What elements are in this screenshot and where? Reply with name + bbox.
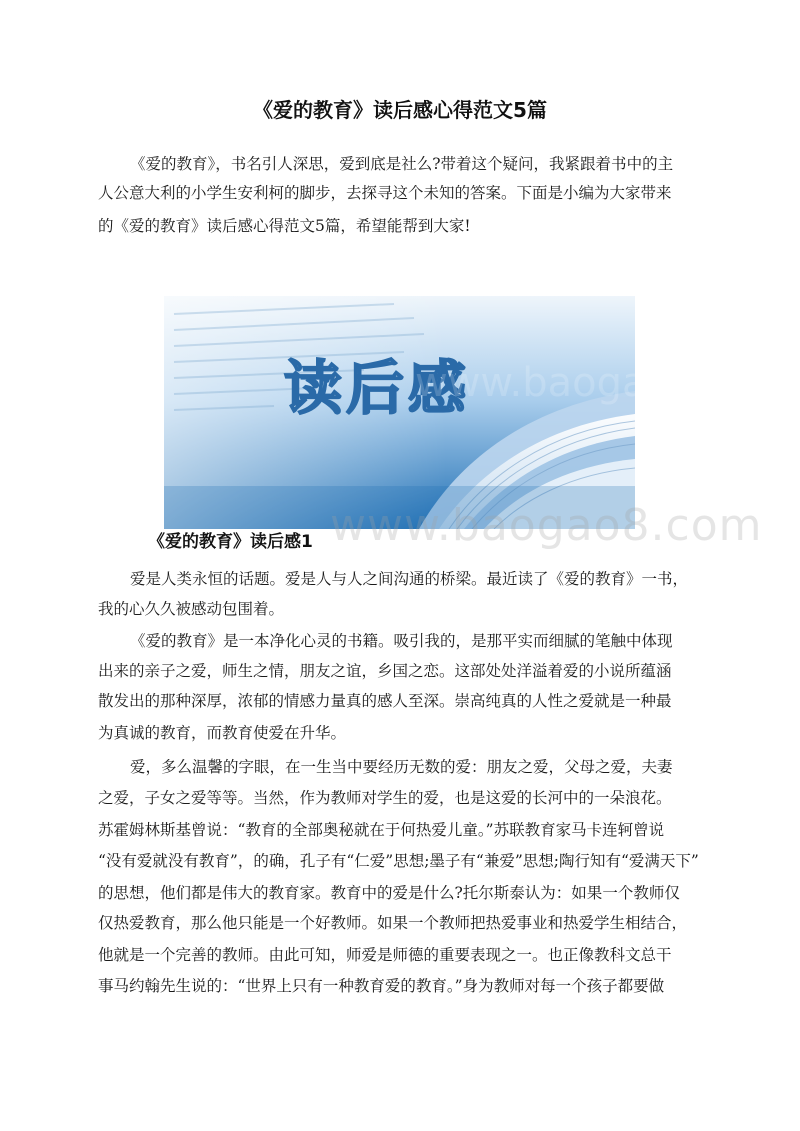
intro-line-3: 的《爱的教育》读后感心得范文5篇，希望能帮到大家! — [98, 217, 471, 235]
intro-line-2: 人公意大利的小学生安利柯的脚步，去探寻这个未知的答案。下面是小编为大家带来 — [98, 184, 672, 202]
body-line: 事马约翰先生说的：“世界上只有一种教育爱的教育。”身为教师对每一个孩子都要做 — [98, 977, 665, 995]
section-heading-1: 《爱的教育》读后感1 — [148, 532, 313, 552]
body-line: 之爱，子女之爱等等。当然，作为教师对学生的爱，也是这爱的长河中的一朵浪花。 — [98, 789, 672, 807]
body-line: “没有爱就没有教育”，的确，孔子有“仁爱”思想;墨子有“兼爱”思想;陶行知有“爱满天下” — [98, 852, 699, 870]
watermark: www.baogao8.com — [330, 500, 763, 551]
body-line: 散发出的那种深厚，浓郁的情感力量真的感人至深。崇高纯真的人性之爱就是一种最 — [98, 692, 672, 710]
body-line: 为真诚的教育，而教育使爱在升华。 — [98, 724, 347, 742]
body-line: 他就是一个完善的教师。由此可知，师爱是师德的重要表现之一。也正像教科文总干 — [98, 946, 672, 964]
body-line: 《爱的教育》是一本净化心灵的书籍。吸引我的，是那平实而细腻的笔触中体现 — [130, 632, 673, 650]
intro-line-1: 《爱的教育》，书名引人深思，爱到底是社么?带着这个疑问，我紧跟着书中的主 — [130, 155, 674, 173]
banner-title-text: 读后感 — [284, 354, 471, 422]
body-line: 爱是人类永恒的话题。爱是人与人之间沟通的桥梁。最近读了《爱的教育》一书， — [130, 570, 689, 588]
body-line: 仅热爱教育，那么他只能是一个好教师。如果一个教师把热爱事业和热爱学生相结合， — [98, 914, 688, 932]
body-line: 的思想，他们都是伟大的教育家。教育中的爱是什么?托尔斯泰认为：如果一个教师仅 — [98, 884, 680, 902]
body-line: 爱，多么温馨的字眼，在一生当中要经历无数的爱：朋友之爱，父母之爱，夫妻 — [130, 758, 673, 776]
reading-banner-image — [164, 296, 635, 529]
body-line: 出来的亲子之爱，师生之情，朋友之谊，乡国之恋。这部处处洋溢着爱的小说所蕴涵 — [98, 662, 672, 680]
body-line: 我的心久久被感动包围着。 — [98, 600, 285, 618]
page-title: 《爱的教育》读后感心得范文5篇 — [253, 98, 547, 122]
body-line: 苏霍姆林斯基曾说：“教育的全部奥秘就在于何热爱儿童。”苏联教育家马卡连轲曾说 — [98, 821, 665, 839]
